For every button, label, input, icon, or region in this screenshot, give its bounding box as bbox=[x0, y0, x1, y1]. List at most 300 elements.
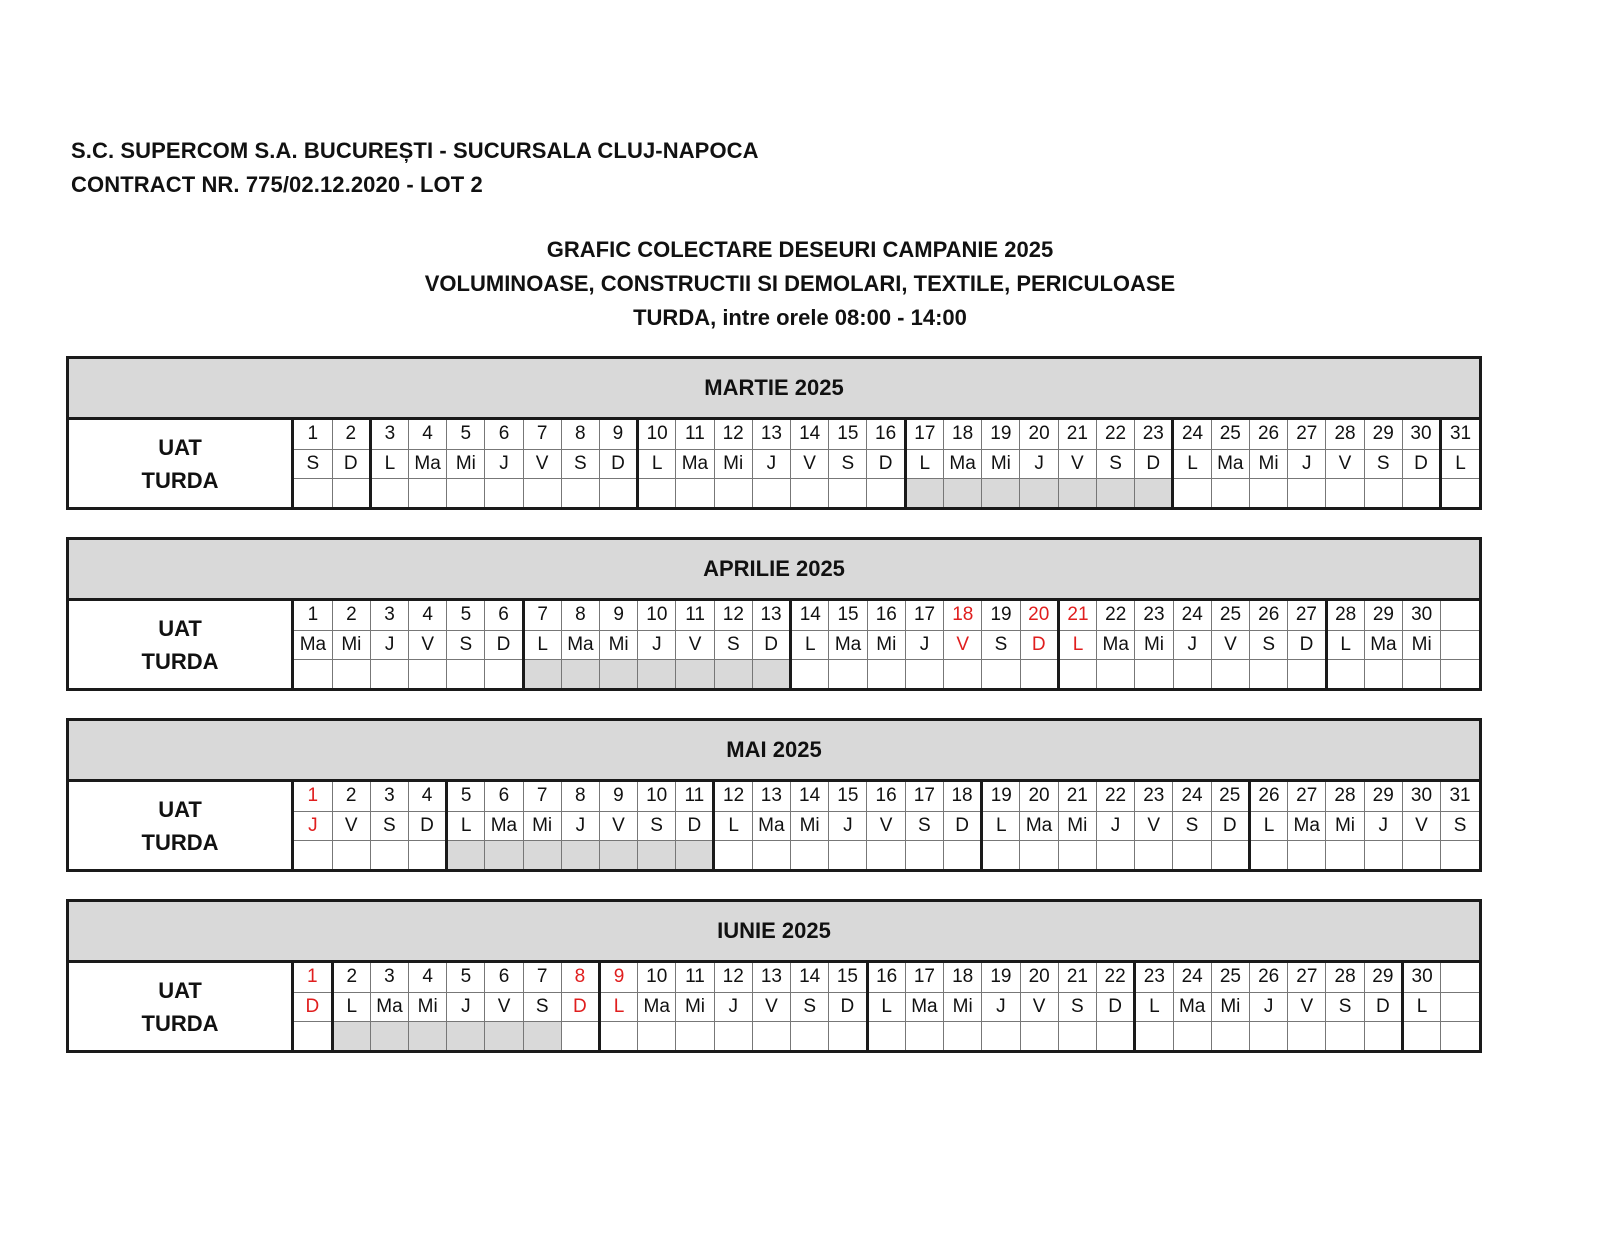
weekday-cell: Ma bbox=[485, 811, 523, 840]
weekday-cell: S bbox=[447, 630, 485, 659]
day-number-cell: 23 bbox=[1135, 963, 1173, 992]
day-number-cell: 7 bbox=[523, 420, 561, 449]
month-block-aprilie bbox=[66, 537, 1482, 691]
day-number-cell: 18 bbox=[943, 420, 981, 449]
day-number-row bbox=[294, 963, 1479, 992]
schedule-cell bbox=[905, 1021, 943, 1050]
schedule-cell bbox=[714, 478, 752, 507]
collection-row bbox=[294, 1021, 1479, 1050]
weekday-cell: L bbox=[1402, 992, 1440, 1021]
schedule-cell bbox=[332, 478, 370, 507]
weekday-cell: Mi bbox=[523, 811, 561, 840]
day-number-cell: 2 bbox=[332, 601, 370, 630]
schedule-cell bbox=[294, 1021, 332, 1050]
weekday-cell: S bbox=[1173, 811, 1211, 840]
schedule-cell bbox=[867, 478, 905, 507]
document-title bbox=[0, 233, 1600, 335]
weekday-cell: S bbox=[638, 811, 676, 840]
weekday-cell: L bbox=[1249, 811, 1287, 840]
weekday-row bbox=[294, 630, 1479, 659]
schedule-cell bbox=[982, 659, 1020, 688]
weekday-cell: V bbox=[1135, 811, 1173, 840]
day-number-cell: 10 bbox=[638, 601, 676, 630]
empty-cell bbox=[1441, 659, 1479, 688]
weekday-cell: J bbox=[1364, 811, 1402, 840]
weekday-cell: S bbox=[982, 630, 1020, 659]
schedule-cell bbox=[1020, 659, 1058, 688]
schedule-cell bbox=[1058, 659, 1096, 688]
collection-day-cell bbox=[523, 659, 561, 688]
collection-day-cell bbox=[1096, 478, 1134, 507]
day-number-cell: 23 bbox=[1135, 782, 1173, 811]
schedule-cell bbox=[408, 840, 446, 869]
day-number-cell: 24 bbox=[1173, 782, 1211, 811]
weekday-cell: L bbox=[714, 811, 752, 840]
day-number-cell: 20 bbox=[1020, 601, 1058, 630]
schedule-cell bbox=[1173, 659, 1211, 688]
schedule-cell bbox=[1288, 1021, 1326, 1050]
day-number-cell: 29 bbox=[1364, 963, 1402, 992]
schedule-cell bbox=[714, 1021, 752, 1050]
uat-name: TURDA bbox=[141, 829, 219, 855]
schedule-cell bbox=[791, 659, 829, 688]
day-number-cell: 4 bbox=[409, 601, 447, 630]
schedule-cell bbox=[1097, 1021, 1135, 1050]
empty-cell bbox=[1441, 601, 1479, 630]
schedule-cell bbox=[1135, 659, 1173, 688]
schedule-cell bbox=[599, 478, 637, 507]
schedule-cell bbox=[1211, 840, 1249, 869]
weekday-cell: Ma bbox=[829, 630, 867, 659]
day-number-cell: 27 bbox=[1288, 420, 1326, 449]
schedule-cell bbox=[829, 1021, 867, 1050]
day-number-cell: 8 bbox=[561, 782, 599, 811]
day-number-cell: 22 bbox=[1097, 601, 1135, 630]
day-number-cell: 9 bbox=[599, 963, 637, 992]
weekday-cell: D bbox=[561, 992, 599, 1021]
day-number-cell: 26 bbox=[1250, 963, 1288, 992]
weekday-cell: V bbox=[1326, 449, 1364, 478]
weekday-cell: Ma bbox=[676, 449, 714, 478]
day-number-cell: 17 bbox=[905, 782, 943, 811]
day-number-cell: 7 bbox=[523, 601, 561, 630]
company-name: S.C. SUPERCOM S.A. BUCUREȘTI - SUCURSALA CLUJ-NAPOCA bbox=[71, 138, 759, 163]
day-number-cell: 9 bbox=[599, 782, 637, 811]
weekday-cell: S bbox=[561, 449, 599, 478]
weekday-cell: V bbox=[485, 992, 523, 1021]
weekday-cell: D bbox=[408, 811, 446, 840]
collection-day-cell bbox=[447, 1021, 485, 1050]
schedule-cell bbox=[1058, 840, 1096, 869]
weekday-cell: S bbox=[829, 449, 867, 478]
day-number-cell: 26 bbox=[1249, 782, 1287, 811]
weekday-cell: V bbox=[944, 630, 982, 659]
contract-number: CONTRACT NR. 775/02.12.2020 - LOT 2 bbox=[71, 172, 483, 197]
weekday-cell: S bbox=[1096, 449, 1134, 478]
day-number-cell: 26 bbox=[1250, 601, 1288, 630]
uat-label: UAT bbox=[158, 434, 202, 460]
day-number-cell: 18 bbox=[944, 601, 982, 630]
day-number-cell: 31 bbox=[1441, 782, 1479, 811]
day-number-cell: 30 bbox=[1402, 963, 1440, 992]
day-number-cell: 15 bbox=[829, 420, 867, 449]
weekday-cell: L bbox=[638, 449, 676, 478]
uat-cell bbox=[69, 963, 294, 1050]
schedule-cell bbox=[294, 659, 332, 688]
day-number-cell: 12 bbox=[714, 963, 752, 992]
day-number-cell: 22 bbox=[1096, 782, 1134, 811]
day-number-cell: 6 bbox=[485, 963, 523, 992]
day-number-cell: 1 bbox=[294, 963, 332, 992]
weekday-cell: Mi bbox=[1135, 630, 1173, 659]
schedule-cell bbox=[1402, 840, 1440, 869]
weekday-cell: Mi bbox=[714, 449, 752, 478]
day-number-cell: 30 bbox=[1403, 601, 1441, 630]
day-number-cell: 31 bbox=[1441, 420, 1479, 449]
schedule-cell bbox=[1441, 478, 1479, 507]
weekday-cell: Mi bbox=[982, 449, 1020, 478]
weekday-cell: V bbox=[1020, 992, 1058, 1021]
month-block-mai bbox=[66, 718, 1482, 872]
weekday-cell: Ma bbox=[1364, 630, 1402, 659]
day-number-cell: 21 bbox=[1058, 420, 1096, 449]
day-number-cell: 4 bbox=[409, 963, 447, 992]
schedule-cell bbox=[1441, 840, 1479, 869]
uat-label: UAT bbox=[158, 796, 202, 822]
day-number-cell: 16 bbox=[867, 601, 905, 630]
schedule-cell bbox=[1326, 478, 1364, 507]
schedule-cell bbox=[294, 840, 332, 869]
weekday-cell: Ma bbox=[294, 630, 332, 659]
day-number-cell: 25 bbox=[1211, 782, 1249, 811]
day-number-cell: 15 bbox=[829, 601, 867, 630]
day-number-cell: 25 bbox=[1211, 420, 1249, 449]
weekday-cell: S bbox=[1441, 811, 1479, 840]
day-number-cell: 14 bbox=[791, 963, 829, 992]
schedule-cell bbox=[1288, 659, 1326, 688]
schedule-cell bbox=[752, 1021, 790, 1050]
month-block-martie bbox=[66, 356, 1482, 510]
empty-cell bbox=[1441, 1021, 1479, 1050]
schedule-cell bbox=[714, 840, 752, 869]
day-number-cell: 23 bbox=[1135, 420, 1173, 449]
collection-row bbox=[294, 659, 1479, 688]
day-number-cell: 6 bbox=[485, 420, 523, 449]
weekday-cell: J bbox=[1173, 630, 1211, 659]
day-number-cell: 7 bbox=[523, 963, 561, 992]
day-number-cell: 28 bbox=[1326, 601, 1364, 630]
weekday-cell: J bbox=[447, 992, 485, 1021]
collection-day-cell bbox=[982, 478, 1020, 507]
schedule-cell bbox=[1326, 659, 1364, 688]
day-number-cell: 5 bbox=[447, 782, 485, 811]
empty-cell bbox=[1441, 963, 1479, 992]
day-number-cell: 19 bbox=[982, 601, 1020, 630]
weekday-cell: J bbox=[371, 630, 409, 659]
collection-day-cell bbox=[1058, 478, 1096, 507]
schedule-cell bbox=[1249, 478, 1287, 507]
weekday-cell: S bbox=[1326, 992, 1364, 1021]
weekday-cell: Mi bbox=[600, 630, 638, 659]
weekday-cell: Mi bbox=[676, 992, 714, 1021]
company-header bbox=[71, 134, 759, 202]
schedule-cell bbox=[829, 478, 867, 507]
uat-name: TURDA bbox=[141, 467, 219, 493]
collection-day-cell bbox=[447, 840, 485, 869]
day-number-cell: 8 bbox=[561, 601, 599, 630]
schedule-cell bbox=[638, 478, 676, 507]
weekday-cell: V bbox=[791, 449, 829, 478]
day-number-cell: 30 bbox=[1402, 420, 1440, 449]
collection-day-cell bbox=[752, 659, 790, 688]
day-number-cell: 4 bbox=[408, 782, 446, 811]
weekday-cell: Ma bbox=[1288, 811, 1326, 840]
collection-day-cell bbox=[409, 1021, 447, 1050]
weekday-cell: V bbox=[409, 630, 447, 659]
collection-row bbox=[294, 478, 1479, 507]
weekday-cell: J bbox=[561, 811, 599, 840]
day-number-cell: 11 bbox=[676, 601, 714, 630]
day-number-cell: 22 bbox=[1097, 963, 1135, 992]
day-number-cell: 30 bbox=[1402, 782, 1440, 811]
day-number-cell: 16 bbox=[867, 420, 905, 449]
collection-day-cell bbox=[332, 1021, 370, 1050]
title-line-2: VOLUMINOASE, CONSTRUCTII SI DEMOLARI, TEXTILE, PERICULOASE bbox=[424, 271, 1176, 296]
collection-day-cell bbox=[638, 840, 676, 869]
schedule-cell bbox=[943, 840, 981, 869]
weekday-cell: J bbox=[1020, 449, 1058, 478]
weekday-cell: D bbox=[332, 449, 370, 478]
day-table bbox=[294, 420, 1479, 507]
day-number-cell: 3 bbox=[370, 782, 408, 811]
day-number-cell: 16 bbox=[867, 963, 905, 992]
schedule-cell bbox=[1173, 478, 1211, 507]
day-number-cell: 27 bbox=[1288, 963, 1326, 992]
weekday-cell: D bbox=[485, 630, 523, 659]
weekday-cell: L bbox=[867, 992, 905, 1021]
weekday-cell: S bbox=[294, 449, 332, 478]
weekday-cell: V bbox=[332, 811, 370, 840]
weekday-cell: S bbox=[905, 811, 943, 840]
collection-day-cell bbox=[1135, 478, 1173, 507]
schedule-cell bbox=[1097, 659, 1135, 688]
schedule-cell bbox=[1288, 840, 1326, 869]
day-number-cell: 5 bbox=[447, 601, 485, 630]
weekday-cell: L bbox=[332, 992, 370, 1021]
schedule-cell bbox=[332, 840, 370, 869]
schedule-cell bbox=[408, 478, 446, 507]
schedule-cell bbox=[561, 1021, 599, 1050]
uat-name: TURDA bbox=[141, 1010, 219, 1036]
weekday-cell: L bbox=[1058, 630, 1096, 659]
weekday-cell: L bbox=[905, 449, 943, 478]
day-number-cell: 24 bbox=[1173, 420, 1211, 449]
day-number-cell: 15 bbox=[829, 963, 867, 992]
schedule-cell bbox=[1250, 1021, 1288, 1050]
schedule-cell bbox=[1326, 1021, 1364, 1050]
uat-cell bbox=[69, 601, 294, 688]
weekday-cell: Mi bbox=[791, 811, 829, 840]
collection-day-cell bbox=[599, 840, 637, 869]
day-number-cell: 14 bbox=[791, 601, 829, 630]
day-number-cell: 9 bbox=[600, 601, 638, 630]
weekday-cell: Mi bbox=[1058, 811, 1096, 840]
day-number-cell: 13 bbox=[752, 420, 790, 449]
day-grid bbox=[294, 601, 1479, 688]
weekday-row bbox=[294, 449, 1479, 478]
schedule-cell bbox=[370, 478, 408, 507]
collection-day-cell bbox=[1020, 478, 1058, 507]
weekday-cell: Ma bbox=[1020, 811, 1058, 840]
schedule-cell bbox=[409, 659, 447, 688]
schedule-cell bbox=[1020, 840, 1058, 869]
day-number-cell: 8 bbox=[561, 420, 599, 449]
day-number-cell: 28 bbox=[1326, 420, 1364, 449]
day-number-cell: 3 bbox=[370, 420, 408, 449]
weekday-cell: Ma bbox=[1173, 992, 1211, 1021]
day-number-cell: 13 bbox=[752, 782, 790, 811]
day-number-cell: 13 bbox=[752, 963, 790, 992]
schedule-cell bbox=[1364, 659, 1402, 688]
weekday-cell: V bbox=[1211, 630, 1249, 659]
weekday-cell: D bbox=[1402, 449, 1440, 478]
schedule-cell bbox=[791, 840, 829, 869]
weekday-cell: V bbox=[676, 630, 714, 659]
weekday-cell: S bbox=[714, 630, 752, 659]
empty-cell bbox=[1441, 992, 1479, 1021]
collection-day-cell bbox=[600, 659, 638, 688]
schedule-cell bbox=[1096, 840, 1134, 869]
schedule-cell bbox=[1173, 1021, 1211, 1050]
day-number-cell: 6 bbox=[485, 601, 523, 630]
day-number-cell: 24 bbox=[1173, 601, 1211, 630]
day-number-row bbox=[294, 420, 1479, 449]
schedule-cell bbox=[791, 478, 829, 507]
weekday-cell: Ma bbox=[408, 449, 446, 478]
day-number-cell: 27 bbox=[1288, 782, 1326, 811]
day-number-cell: 11 bbox=[676, 963, 714, 992]
schedule-cell bbox=[676, 478, 714, 507]
collection-day-cell bbox=[676, 840, 714, 869]
weekday-cell: L bbox=[523, 630, 561, 659]
weekday-cell: Mi bbox=[447, 449, 485, 478]
uat-cell bbox=[69, 420, 294, 507]
weekday-cell: S bbox=[370, 811, 408, 840]
day-number-cell: 3 bbox=[371, 601, 409, 630]
schedule-cell bbox=[944, 1021, 982, 1050]
weekday-cell: L bbox=[370, 449, 408, 478]
weekday-cell: V bbox=[523, 449, 561, 478]
schedule-cell bbox=[905, 840, 943, 869]
day-number-cell: 16 bbox=[867, 782, 905, 811]
schedule-cell bbox=[867, 659, 905, 688]
weekday-cell: V bbox=[867, 811, 905, 840]
uat-label: UAT bbox=[158, 615, 202, 641]
weekday-cell: Mi bbox=[1403, 630, 1441, 659]
weekday-cell: S bbox=[1250, 630, 1288, 659]
weekday-cell: J bbox=[1096, 811, 1134, 840]
schedule-cell bbox=[599, 1021, 637, 1050]
day-number-cell: 29 bbox=[1364, 601, 1402, 630]
day-number-cell: 27 bbox=[1288, 601, 1326, 630]
weekday-cell: J bbox=[905, 630, 943, 659]
day-number-cell: 1 bbox=[294, 420, 332, 449]
weekday-cell: S bbox=[1364, 449, 1402, 478]
empty-cell bbox=[1441, 630, 1479, 659]
weekday-cell: J bbox=[752, 449, 790, 478]
schedule-cell bbox=[1135, 840, 1173, 869]
weekday-cell: V bbox=[599, 811, 637, 840]
day-number-cell: 17 bbox=[905, 963, 943, 992]
day-number-cell: 9 bbox=[599, 420, 637, 449]
schedule-cell bbox=[1250, 659, 1288, 688]
collection-day-cell bbox=[523, 1021, 561, 1050]
schedule-cell bbox=[867, 840, 905, 869]
day-table bbox=[294, 782, 1479, 869]
weekday-cell: Ma bbox=[370, 992, 408, 1021]
schedule-cell bbox=[1211, 659, 1249, 688]
weekday-cell: V bbox=[1288, 992, 1326, 1021]
day-number-cell: 15 bbox=[829, 782, 867, 811]
weekday-cell: L bbox=[1135, 992, 1173, 1021]
schedule-cell bbox=[447, 478, 485, 507]
collection-day-cell bbox=[370, 1021, 408, 1050]
schedule-cell bbox=[638, 1021, 676, 1050]
collection-day-cell bbox=[561, 659, 599, 688]
schedule-cell bbox=[371, 659, 409, 688]
weekday-cell: J bbox=[714, 992, 752, 1021]
collection-day-cell bbox=[714, 659, 752, 688]
weekday-cell: D bbox=[1020, 630, 1058, 659]
weekday-cell: D bbox=[1135, 449, 1173, 478]
day-number-cell: 5 bbox=[447, 420, 485, 449]
weekday-cell: L bbox=[1441, 449, 1479, 478]
day-number-row bbox=[294, 601, 1479, 630]
day-number-cell: 2 bbox=[332, 963, 370, 992]
day-number-cell: 7 bbox=[523, 782, 561, 811]
weekday-cell: D bbox=[294, 992, 332, 1021]
weekday-cell: Mi bbox=[409, 992, 447, 1021]
day-number-cell: 14 bbox=[791, 782, 829, 811]
schedule-cell bbox=[982, 840, 1020, 869]
weekday-cell: Ma bbox=[1211, 449, 1249, 478]
schedule-cell bbox=[561, 478, 599, 507]
schedule-cell bbox=[1403, 659, 1441, 688]
weekday-cell: D bbox=[752, 630, 790, 659]
schedule-cell bbox=[829, 840, 867, 869]
day-number-cell: 6 bbox=[485, 782, 523, 811]
day-number-cell: 1 bbox=[294, 601, 332, 630]
weekday-cell: Ma bbox=[561, 630, 599, 659]
weekday-cell: J bbox=[982, 992, 1020, 1021]
weekday-cell: Ma bbox=[905, 992, 943, 1021]
weekday-cell: L bbox=[599, 992, 637, 1021]
weekday-cell: Mi bbox=[332, 630, 370, 659]
day-number-cell: 21 bbox=[1058, 601, 1096, 630]
schedule-cell bbox=[485, 478, 523, 507]
schedule-cell bbox=[752, 478, 790, 507]
collection-day-cell bbox=[676, 659, 714, 688]
schedule-cell bbox=[1402, 478, 1440, 507]
weekday-cell: L bbox=[1326, 630, 1364, 659]
weekday-cell: Ma bbox=[752, 811, 790, 840]
day-number-cell: 21 bbox=[1058, 963, 1096, 992]
day-number-cell: 13 bbox=[752, 601, 790, 630]
weekday-cell: J bbox=[485, 449, 523, 478]
day-number-cell: 18 bbox=[943, 782, 981, 811]
weekday-cell: D bbox=[1211, 811, 1249, 840]
day-table bbox=[294, 963, 1479, 1050]
